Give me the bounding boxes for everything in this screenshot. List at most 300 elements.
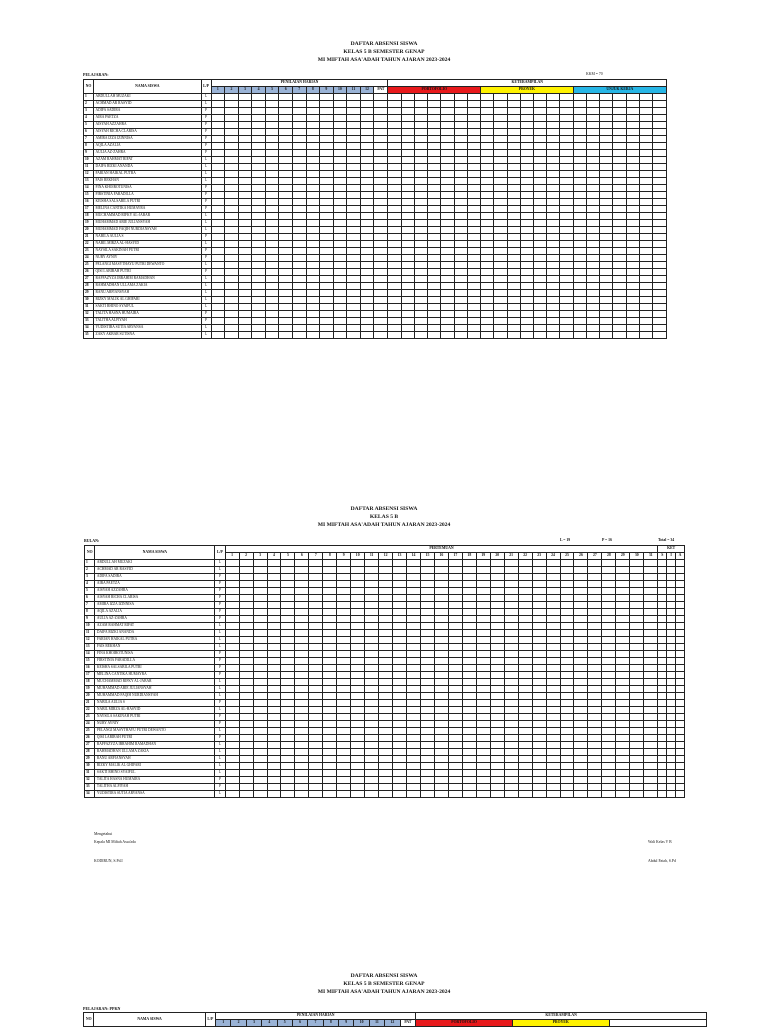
- attendance-cell: [337, 749, 351, 756]
- attendance-cell: [239, 770, 253, 777]
- attendance-cell: [448, 644, 462, 651]
- grade-cell: [225, 115, 239, 122]
- grade-cell: [600, 199, 613, 206]
- table-row: [84, 269, 667, 276]
- grade-cell: [560, 206, 573, 213]
- attendance-cell: [532, 574, 546, 581]
- attendance-cell: [434, 707, 448, 714]
- attendance-cell: [267, 770, 281, 777]
- student-gender: P: [201, 150, 211, 157]
- grade-cell: [211, 150, 225, 157]
- grade-cell: [534, 213, 547, 220]
- grade-cell: [388, 269, 401, 276]
- grade-cell: [238, 157, 252, 164]
- attendance-cell: [337, 616, 351, 623]
- attendance-cell: [323, 707, 337, 714]
- student-gender: P: [215, 574, 225, 581]
- attendance-cell: [490, 651, 504, 658]
- student-gender: P: [201, 234, 211, 241]
- grade-cell: [600, 94, 613, 101]
- grade-cell: [347, 290, 361, 297]
- attendance-cell: [602, 735, 616, 742]
- attendance-cell: [393, 672, 407, 679]
- student-name: FIRSTINIA FARADILLA: [95, 658, 215, 665]
- student-name: RIZKY MALIK AL GHIFARI: [95, 763, 215, 770]
- attendance-cell: [574, 567, 588, 574]
- grade-cell: [441, 171, 454, 178]
- attendance-cell: [574, 609, 588, 616]
- grade-cell: [600, 157, 613, 164]
- grade-cell: [279, 290, 293, 297]
- attendance-cell: [676, 567, 685, 574]
- grade-cell: [388, 171, 401, 178]
- grade-cell: [428, 304, 441, 311]
- attendance-cell: [407, 623, 421, 630]
- attendance-cell: [667, 714, 676, 721]
- grade-cell: [653, 199, 667, 206]
- attendance-cell: [448, 791, 462, 798]
- attendance-cell: [476, 560, 490, 567]
- attendance-cell: [351, 595, 365, 602]
- grade-cell: [626, 213, 639, 220]
- attendance-cell: [676, 581, 685, 588]
- attendance-cell: [434, 595, 448, 602]
- grade-cell: [360, 143, 374, 150]
- attendance-cell: [490, 581, 504, 588]
- attendance-cell: [420, 637, 434, 644]
- attendance-cell: [476, 567, 490, 574]
- attendance-cell: [504, 686, 518, 693]
- grade-cell: [211, 185, 225, 192]
- attendance-cell: [490, 721, 504, 728]
- attendance-cell: [658, 672, 667, 679]
- grade-cell: [481, 269, 494, 276]
- harian-col-9: 9: [320, 87, 334, 94]
- attendance-cell: [267, 623, 281, 630]
- grade-cell: [333, 241, 347, 248]
- page1-title: DAFTAR ABSENSI SISWA: [350, 41, 418, 47]
- attendance-cell: [309, 686, 323, 693]
- row-number: 33: [85, 784, 95, 791]
- attendance-cell: [239, 637, 253, 644]
- student-name: ACHMAD AR RASYID: [95, 567, 215, 574]
- grade-cell: [494, 269, 507, 276]
- day-col-5: 5: [281, 553, 295, 560]
- grade-cell: [573, 199, 586, 206]
- grade-cell: [320, 150, 334, 157]
- attendance-cell: [239, 728, 253, 735]
- attendance-cell: [667, 637, 676, 644]
- attendance-cell: [518, 665, 532, 672]
- grade-cell: [560, 213, 573, 220]
- attendance-cell: [434, 714, 448, 721]
- attendance-cell: [351, 560, 365, 567]
- grade-cell: [292, 283, 306, 290]
- grade-cell: [573, 255, 586, 262]
- grade-cell: [414, 248, 427, 255]
- attendance-cell: [407, 581, 421, 588]
- attendance-cell: [588, 595, 602, 602]
- student-gender: L: [201, 171, 211, 178]
- row-number: 14: [84, 185, 94, 192]
- attendance-cell: [602, 707, 616, 714]
- attendance-cell: [532, 588, 546, 595]
- grade-cell: [306, 199, 320, 206]
- attendance-cell: [267, 588, 281, 595]
- grade-cell: [639, 115, 652, 122]
- attendance-cell: [504, 742, 518, 749]
- grade-cell: [441, 269, 454, 276]
- attendance-cell: [667, 616, 676, 623]
- attendance-cell: [546, 791, 560, 798]
- attendance-cell: [253, 749, 267, 756]
- grade-cell: [494, 255, 507, 262]
- attendance-cell: [267, 595, 281, 602]
- grade-cell: [292, 234, 306, 241]
- student-name: DAIFA RIZKI ANANDA: [94, 164, 202, 171]
- attendance-cell: [337, 588, 351, 595]
- attendance-cell: [323, 651, 337, 658]
- attendance-cell: [267, 602, 281, 609]
- attendance-cell: [393, 637, 407, 644]
- grade-cell: [467, 192, 480, 199]
- grade-cell: [306, 108, 320, 115]
- attendance-cell: [588, 623, 602, 630]
- attendance-cell: [448, 728, 462, 735]
- attendance-cell: [253, 609, 267, 616]
- attendance-cell: [546, 609, 560, 616]
- grade-cell: [600, 192, 613, 199]
- attendance-cell: [420, 784, 434, 791]
- attendance-cell: [616, 658, 630, 665]
- student-gender: L: [215, 707, 225, 714]
- student-gender: L: [215, 756, 225, 763]
- grade-cell: [333, 157, 347, 164]
- grade-cell: [401, 192, 414, 199]
- attendance-cell: [616, 602, 630, 609]
- attendance-cell: [616, 714, 630, 721]
- attendance-cell: [667, 791, 676, 798]
- grade-cell: [454, 332, 467, 339]
- attendance-cell: [644, 784, 658, 791]
- grade-cell: [360, 129, 374, 136]
- attendance-cell: [630, 630, 644, 637]
- grade-cell: [347, 143, 361, 150]
- attendance-cell: [239, 777, 253, 784]
- grade-cell: [401, 206, 414, 213]
- grade-cell: [320, 255, 334, 262]
- grade-cell: [467, 297, 480, 304]
- attendance-cell: [365, 658, 379, 665]
- grade-cell: [252, 164, 266, 171]
- attendance-cell: [253, 567, 267, 574]
- row-number: 14: [85, 651, 95, 658]
- student-name: AISYAH RICHA CLARISA: [94, 129, 202, 136]
- attendance-cell: [560, 623, 574, 630]
- grade-cell: [238, 304, 252, 311]
- attendance-cell: [448, 770, 462, 777]
- grade-cell: [333, 129, 347, 136]
- attendance-cell: [267, 714, 281, 721]
- harian-col-12: 12: [385, 1020, 400, 1027]
- grade-cell: [414, 206, 427, 213]
- attendance-cell: [225, 728, 239, 735]
- row-number: 33: [84, 318, 94, 325]
- grade-cell: [520, 213, 533, 220]
- grade-cell: [265, 206, 279, 213]
- attendance-cell: [546, 658, 560, 665]
- grade-cell: [639, 94, 652, 101]
- grade-cell: [265, 255, 279, 262]
- table-row: [85, 707, 685, 714]
- grade-cell: [292, 290, 306, 297]
- grade-cell: [547, 297, 560, 304]
- student-gender: P: [201, 192, 211, 199]
- row-number: 23: [84, 248, 94, 255]
- attendance-cell: [676, 693, 685, 700]
- attendance-cell: [658, 763, 667, 770]
- attendance-cell: [602, 595, 616, 602]
- grade-cell: [347, 101, 361, 108]
- row-number: 29: [85, 756, 95, 763]
- attendance-cell: [323, 672, 337, 679]
- attendance-cell: [267, 609, 281, 616]
- day-col-20: 20: [490, 553, 504, 560]
- grade-cell: [467, 122, 480, 129]
- grade-cell: [639, 164, 652, 171]
- attendance-cell: [588, 658, 602, 665]
- attendance-cell: [253, 644, 267, 651]
- student-name: RAFFAZYZA IBRAHIM RAMADHAN: [94, 276, 202, 283]
- attendance-cell: [518, 609, 532, 616]
- attendance-cell: [630, 728, 644, 735]
- attendance-cell: [337, 707, 351, 714]
- table-row: [85, 581, 685, 588]
- grade-cell: [573, 304, 586, 311]
- attendance-cell: [532, 595, 546, 602]
- attendance-cell: [379, 651, 393, 658]
- grade-cell: [374, 150, 388, 157]
- attendance-cell: [407, 791, 421, 798]
- attendance-cell: [239, 686, 253, 693]
- attendance-cell: [490, 784, 504, 791]
- student-name: AZAM RAHMAT RIFAT: [95, 623, 215, 630]
- attendance-cell: [407, 763, 421, 770]
- attendance-cell: [490, 595, 504, 602]
- attendance-cell: [253, 686, 267, 693]
- day-col-11: 11: [365, 553, 379, 560]
- grade-cell: [454, 213, 467, 220]
- attendance-cell: [667, 735, 676, 742]
- attendance-cell: [253, 693, 267, 700]
- grade-cell: [534, 164, 547, 171]
- grade-cell: [360, 283, 374, 290]
- attendance-cell: [518, 763, 532, 770]
- grade-cell: [481, 255, 494, 262]
- attendance-cell: [588, 742, 602, 749]
- attendance-cell: [546, 693, 560, 700]
- grade-cell: [613, 220, 626, 227]
- row-number: 12: [84, 171, 94, 178]
- grade-cell: [547, 129, 560, 136]
- attendance-cell: [546, 735, 560, 742]
- attendance-cell: [239, 609, 253, 616]
- grade-cell: [320, 290, 334, 297]
- grade-cell: [520, 150, 533, 157]
- attendance-cell: [602, 714, 616, 721]
- grade-cell: [428, 199, 441, 206]
- row-number: 21: [85, 700, 95, 707]
- grade-cell: [586, 213, 599, 220]
- attendance-cell: [379, 609, 393, 616]
- attendance-cell: [239, 791, 253, 798]
- grade-cell: [520, 136, 533, 143]
- grade-cell: [252, 150, 266, 157]
- attendance-cell: [309, 644, 323, 651]
- attendance-cell: [546, 672, 560, 679]
- table-row: [85, 679, 685, 686]
- grade-cell: [534, 234, 547, 241]
- grade-cell: [211, 129, 225, 136]
- grade-cell: [626, 283, 639, 290]
- attendance-cell: [253, 665, 267, 672]
- grade-cell: [306, 143, 320, 150]
- grade-cell: [441, 283, 454, 290]
- grade-cell: [360, 325, 374, 332]
- grade-cell: [388, 262, 401, 269]
- attendance-cell: [504, 574, 518, 581]
- attendance-cell: [351, 686, 365, 693]
- attendance-cell: [379, 742, 393, 749]
- student-name: FAIS REKHAN: [95, 644, 215, 651]
- grade-cell: [211, 199, 225, 206]
- attendance-cell: [365, 686, 379, 693]
- student-name: MELINA CANTIKA HUMAYRA: [94, 206, 202, 213]
- attendance-cell: [420, 609, 434, 616]
- grade-cell: [626, 269, 639, 276]
- grade-cell: [467, 157, 480, 164]
- grade-cell: [481, 234, 494, 241]
- attendance-cell: [560, 651, 574, 658]
- day-col-2: 2: [239, 553, 253, 560]
- attendance-cell: [602, 693, 616, 700]
- attendance-cell: [267, 644, 281, 651]
- grade-cell: [347, 157, 361, 164]
- grade-cell: [252, 276, 266, 283]
- attendance-cell: [476, 749, 490, 756]
- attendance-cell: [532, 609, 546, 616]
- attendance-cell: [518, 707, 532, 714]
- grade-cell: [639, 290, 652, 297]
- attendance-cell: [295, 770, 309, 777]
- grade-cell: [333, 150, 347, 157]
- grade-cell: [360, 290, 374, 297]
- attendance-cell: [560, 784, 574, 791]
- attendance-cell: [630, 602, 644, 609]
- grade-cell: [626, 255, 639, 262]
- grade-cell: [547, 248, 560, 255]
- attendance-cell: [560, 693, 574, 700]
- attendance-cell: [309, 791, 323, 798]
- grade-cell: [586, 318, 599, 325]
- grade-cell: [534, 262, 547, 269]
- attendance-cell: [504, 630, 518, 637]
- attendance-cell: [644, 770, 658, 777]
- grade-cell: [388, 297, 401, 304]
- attendance-cell: [407, 630, 421, 637]
- grade-cell: [653, 227, 667, 234]
- grade-cell: [252, 94, 266, 101]
- attendance-cell: [490, 637, 504, 644]
- grade-cell: [238, 227, 252, 234]
- grade-cell: [639, 332, 652, 339]
- grade-cell: [653, 255, 667, 262]
- grade-cell: [414, 227, 427, 234]
- student-gender: P: [215, 784, 225, 791]
- grade-cell: [211, 297, 225, 304]
- attendance-cell: [253, 784, 267, 791]
- attendance-cell: [281, 637, 295, 644]
- grade-cell: [520, 248, 533, 255]
- attendance-cell: [295, 756, 309, 763]
- grade-cell: [481, 199, 494, 206]
- attendance-cell: [504, 581, 518, 588]
- grade-cell: [306, 213, 320, 220]
- attendance-cell: [574, 651, 588, 658]
- signature-left-name: KODIRUN, S.Pd.I: [94, 859, 123, 863]
- attendance-cell: [253, 756, 267, 763]
- attendance-cell: [239, 588, 253, 595]
- grade-cell: [306, 276, 320, 283]
- grade-cell: [653, 325, 667, 332]
- day-col-7: 7: [309, 553, 323, 560]
- attendance-cell: [267, 742, 281, 749]
- attendance-cell: [490, 749, 504, 756]
- attendance-cell: [253, 679, 267, 686]
- attendance-cell: [616, 630, 630, 637]
- grade-cell: [414, 108, 427, 115]
- grade-cell: [467, 255, 480, 262]
- grade-cell: [639, 220, 652, 227]
- grade-cell: [481, 94, 494, 101]
- grade-cell: [333, 101, 347, 108]
- grade-cell: [534, 304, 547, 311]
- attendance-cell: [225, 700, 239, 707]
- grade-cell: [211, 178, 225, 185]
- attendance-cell: [476, 742, 490, 749]
- grade-cell: [600, 213, 613, 220]
- row-number: 24: [84, 255, 94, 262]
- grade-cell: [306, 220, 320, 227]
- attendance-cell: [588, 770, 602, 777]
- grade-cell: [265, 262, 279, 269]
- grade-cell: [573, 129, 586, 136]
- pat-header: PAT: [374, 87, 388, 94]
- grade-cell: [428, 220, 441, 227]
- attendance-cell: [630, 588, 644, 595]
- attendance-cell: [225, 665, 239, 672]
- attendance-cell: [616, 581, 630, 588]
- grade-cell: [414, 94, 427, 101]
- attendance-cell: [602, 644, 616, 651]
- grade-cell: [600, 325, 613, 332]
- grade-cell: [573, 318, 586, 325]
- student-gender: P: [215, 721, 225, 728]
- grade-cell: [626, 332, 639, 339]
- grade-cell: [467, 94, 480, 101]
- grade-cell: [279, 318, 293, 325]
- attendance-cell: [323, 742, 337, 749]
